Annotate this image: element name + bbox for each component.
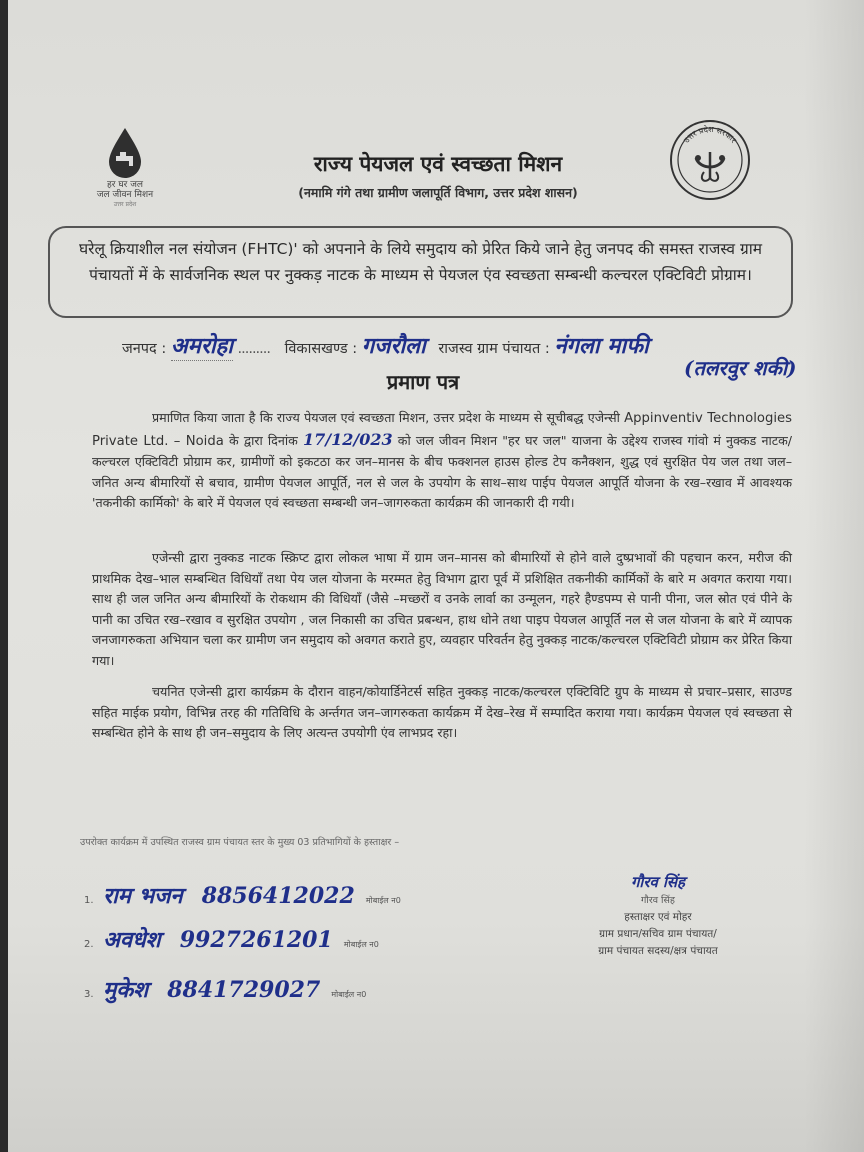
block-value: गजरौला [361, 333, 426, 359]
attendees-heading: उपरोक्त कार्यक्रम में उपस्थित राजस्व ग्राम पंचायत स्तर के मुख्य 03 प्रतिभागियों के हस्ताक्षर – [80, 837, 400, 848]
mission-subtitle: (नमामि गंगे तथा ग्रामीण जलापूर्ति विभाग, उत्तर प्रदेश शासन) [298, 185, 578, 200]
certificate-paragraph-2 [92, 548, 792, 671]
signatory-block [528, 872, 788, 960]
logo-tagline-3: उत्तर प्रदेश [113, 201, 137, 208]
attendee-signature: मुकेश [103, 977, 149, 1003]
signatory-line-2: ग्राम प्रधान/सचिव ग्राम पंचायत/ [599, 928, 717, 940]
para1-part-b: के द्वारा दिनांक [228, 432, 298, 448]
attendee-mobile: 9927261201 [179, 927, 333, 953]
attendee-row [84, 974, 484, 1008]
para3-text: चयनित एजेन्सी द्वारा कार्यक्रम के दौरान वाहन/कोयार्डिनेटर्स सहित नुक्कड़ नाटक/कल्चरल एक्टिविटि ग्रुप के माध्यम से प्रचार–प्रसार, साउण्ड सहित माईक प्रयोग, विभिन्न तरह की गतिविधि के अर्न्तगत जन–जागरुकता कार्यक्रम मेंं देख–रेख में सम्पादित कराया गया। कार्यक्रम पेयजल एवं स्वच्छता से सम्बन्धित होने के साथ ही जन–समुदाय के लिए अत्यन्त उपयोगी एंव लाभप्रद रहा। [92, 684, 792, 740]
mobile-label: मोबाईल न0 [365, 896, 401, 905]
attendee-number: 3. [84, 989, 94, 1000]
attendee-mobile: 8856412022 [201, 883, 355, 909]
attendee-signature: राम भजन [103, 883, 183, 909]
certificate-paragraph-3 [92, 682, 792, 744]
agency-name: Appinventiv Technologies Private Ltd. – Noida [92, 411, 792, 449]
attendee-number: 2. [84, 939, 94, 950]
har-ghar-jal-logo [80, 126, 170, 208]
logo-tagline-2: जल जीवन मिशन [96, 190, 154, 200]
page-shadow [804, 0, 864, 1152]
attendee-signature: अवधेश [103, 927, 161, 953]
certificate-paragraph-1 [92, 408, 792, 514]
banner-text: घरेलू क्रियाशील नल संयोजन (FHTC)' को अपनाने के लिये समुदाय को प्रेरित किये जाने हेतु जनपद की समस्त राजस्व ग्राम पंचायतों में के सार्वजनिक स्थल पर नुक्कड़ नाटक के माध्यम से पेयजल एंव स्वच्छता सम्बन्धी कल्चरल एक्टिविटी प्रोग्राम। [78, 240, 762, 284]
signatory-line-1: हस्ताक्षर एवं मोहर [624, 911, 692, 923]
district-label: जनपद : [122, 341, 167, 357]
district-value: अमरोहा [171, 330, 233, 361]
program-date: 17/12/023 [302, 429, 393, 449]
attendee-row [84, 924, 484, 958]
panchayat-value-1: नंगला माफी [554, 333, 649, 359]
program-banner [48, 226, 793, 318]
water-drop-tap-icon [105, 126, 145, 180]
logo-tagline-1: हर घर जल [107, 180, 143, 190]
signatory-line-3: ग्राम पंचायत सदस्य/क्षत्र पंचायत [598, 945, 718, 957]
panchayat-label: राजस्व ग्राम पंचायत : [438, 341, 550, 357]
signatory-signature: गौरव सिंह [630, 873, 686, 891]
para1-part-a: प्रमाणित किया जाता है कि राज्य पेयजल एवं स्वच्छता मिशन, उत्तर प्रदेश के माध्यम से सूचीबद्ध एजेन्सी [152, 410, 620, 425]
para2-text: एजेन्सी द्वारा नुक्कड नाटक स्क्रिप्ट द्वारा लोकल भाषा में ग्राम जन–मानस को बीमारियों से होने वाले दुष्प्रभावों की पहचान करन, मरीज की प्राथमिक देख–भाल सम्बन्धित विधियाँ तथा पेय जल योजना के मरम्मत हेतु विभाग द्वारा पूर्व में प्रशिक्षित तकनीकी कार्मिकों के बारे म अवगत कराया गया। साथ ही जल जनित अन्य बीमारियों के रोकथाम की विधियाँ (जैसे –मच्छरों व उनके लार्वा का उन्मूलन, गहरे हैण्डपम्प से पानी पीना, जल स्रोत एवं पीने के पानी का उचित रख–रखाव व सुरक्षित उपयोग , जल निकासी का उचित प्रबन्धन, हाथ धोने तथा पाइप पेयजल आपूर्ति नल से जल योजना के बारे में व्यापक जनजागरुकता अभियान चला कर ग्रामीण जन समुदाय को अवगत कराते हुए, व्यवहार परिवर्तन हेतु नुक्कड़ नाटक/कल्चरल एक्टिविटी प्रोग्राम कर प्रेरित किया गया। [92, 550, 792, 668]
panchayat-value-2: (तलरवुर शकी) [684, 356, 797, 380]
mission-title: राज्य पेयजल एवं स्वच्छता मिशन [313, 152, 563, 176]
seal-text: उत्तर प्रदेश सरकार [681, 124, 739, 145]
attendee-number: 1. [84, 895, 94, 906]
attendee-mobile: 8841729027 [167, 977, 321, 1003]
certificate-title: प्रमाण पत्र [386, 370, 460, 394]
attendee-row [84, 880, 484, 914]
para1-part-c: को जल जीवन मिशन "हर घर जल" याजना के उद्देश्य राजस्व गांवो मं नुक्कड नाटक/कल्चरल एक्टिविटी प्रोग्राम कर, ग्रामीणों को इकटठा कर जन–मानस के बीच फक्शनल हाउस होल्ड टेप कनैक्शन, शुद्ध एवं सुरक्षित पेय जल तथा जल–जनित अन्य बीमारियों से बचाव, ग्रामीण पेयजल आपूर्ति, नल से जल के उपयोग के साथ–साथ पाईप पेयजल आपूर्ति योजना के रख–रखाव में आवश्यक 'तकनीकी कार्मिको' के बारे में पेयजल एवं स्वच्छता सम्बन्धी जन–जागरुकता कार्यक्रम की जानकारी दी गयी। [92, 432, 792, 510]
district-dots: ......... [237, 341, 270, 357]
block-label: विकासखण्ड : [284, 341, 358, 357]
mobile-label: मोबाईल न0 [343, 940, 379, 949]
document-page [8, 0, 864, 1152]
signatory-name: गौरव सिंह [641, 895, 675, 906]
mobile-label: मोबाईल न0 [331, 990, 367, 999]
